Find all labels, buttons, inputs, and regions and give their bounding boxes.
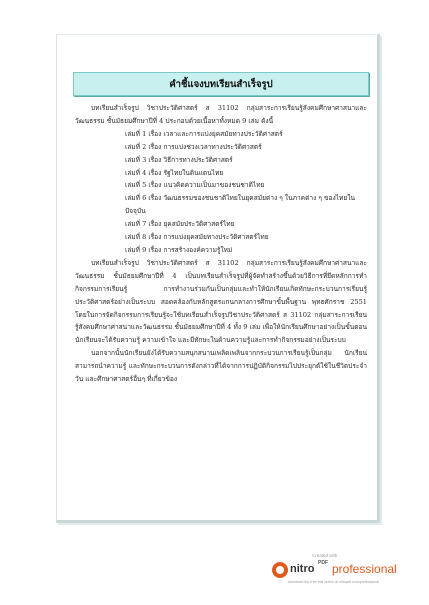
book-list-item: เล่มที่ 6 เรื่อง วัฒนธรรมของชนชาติไทยในยุคสมัยต่าง ๆ ในภาคต่าง ๆ ของไทยในปัจจุบัน (125, 194, 355, 216)
book-list-item: เล่มที่ 9 เรื่อง การสร้างองค์ความรู้ใหม่ (125, 245, 233, 254)
document-body (75, 102, 367, 386)
closing-paragraph: นอกจากนั้นนักเรียนยังได้รับความสนุกสนานเพลิดเพลินจากกระบวนการเรียนรู้เป็นกลุ่ม นักเรียนสามารถนำความรู้ และทักษะกระบวนการดังกล่าวที่ได้จากการปฏิบัติกิจกรรมไปประยุกต์ใช้ในชีวิตประจำวัน และศึกษาศาสตร์อื่นๆ ที่เกี่ยวข้อง (75, 349, 367, 384)
created-with-label: Created with (312, 553, 338, 558)
book-list-item: เล่มที่ 7 เรื่อง ยุคสมัยประวัติศาสตร์ไทย (125, 220, 235, 229)
nitro-brand: nitro (290, 563, 315, 575)
document-title: คำชี้แจงบทเรียนสำเร็จรูป (169, 78, 273, 90)
intro-paragraph: บทเรียนสำเร็จรูป วิชาประวัติศาสตร์ ส 31102 กลุ่มสาระการเรียนรู้สังคมศึกษาศาสนาและวัฒนธรรม ชั้นมัธยมศึกษาปีที่ 4 ประกอบด้วยเนื้อหาทั้งหมด 9 เล่ม ดังนี้ (75, 104, 367, 125)
book-list-item: เล่มที่ 2 เรื่อง การแบ่งช่วงเวลาทางประวัติศาสตร์ (125, 142, 262, 151)
title-box (73, 72, 369, 96)
book-list-item: เล่มที่ 5 เรื่อง แนวคิดความเป็นมาของชนชาติไทย (125, 181, 265, 190)
nitro-watermark (272, 553, 424, 593)
book-list-item: เล่มที่ 4 เรื่อง รัฐไทยในดินแดนไทย (125, 168, 224, 177)
book-list-item: เล่มที่ 1 เรื่อง เวลาและการแบ่งยุคสมัยทางประวัติศาสตร์ (125, 129, 283, 138)
book-list-item: เล่มที่ 3 เรื่อง วิธีการทางประวัติศาสตร์ (125, 155, 233, 164)
pdf-label: PDF (318, 560, 328, 566)
download-note: download the free trial online at nitropdf.com/professional (288, 580, 380, 584)
nitro-logo-icon (272, 562, 288, 578)
description-paragraph: บทเรียนสำเร็จรูป วิชาประวัติศาสตร์ ส 31102 กลุ่มสาระการเรียนรู้สังคมศึกษาศาสนาและวัฒนธรรม ชั้นมัธยมศึกษาปีที่ 4 เป็นบทเรียนสำเร็จรูปที่ผู้จัดทำสร้างขึ้นด้วยวิธีการที่ยึดหลักการทำกิจกรรมการเรียนรู้ การทำงานร่วมกันเป็นกลุ่มและทำให้นักเรียนเกิดทักษะกระบวนการเรียนรู้ประวัติศาสตร์อย่างเป็นระบบ สอดคล้องกับหลักสูตรแกนกลางการศึกษาขั้นพื้นฐาน พุทธศักราช 2551 โดยในการจัดกิจกรรมการเรียนรู้จะใช้บทเรียนสำเร็จรูปวิชาประวัติศาสตร์ ส 31102 กลุ่มสาระการเรียนรู้สังคมศึกษาศาสนาและวัฒนธรรม ชั้นมัธยมศึกษาปีที่ 4 ทั้ง 9 เล่ม เพื่อให้นักเรียนศึกษาอย่างเป็นขั้นตอน นักเรียนจะได้รับความรู้ ความเข้าใจ และมีทักษะในด้านความรู้และการทำกิจกรรมอย่างเป็นระบบ (75, 258, 367, 345)
book-list-item: เล่มที่ 8 เรื่อง การแบ่งยุคสมัยทางประวัติศาสตร์ไทย (125, 233, 269, 242)
document-page (56, 34, 380, 523)
professional-label: professional (332, 562, 397, 576)
